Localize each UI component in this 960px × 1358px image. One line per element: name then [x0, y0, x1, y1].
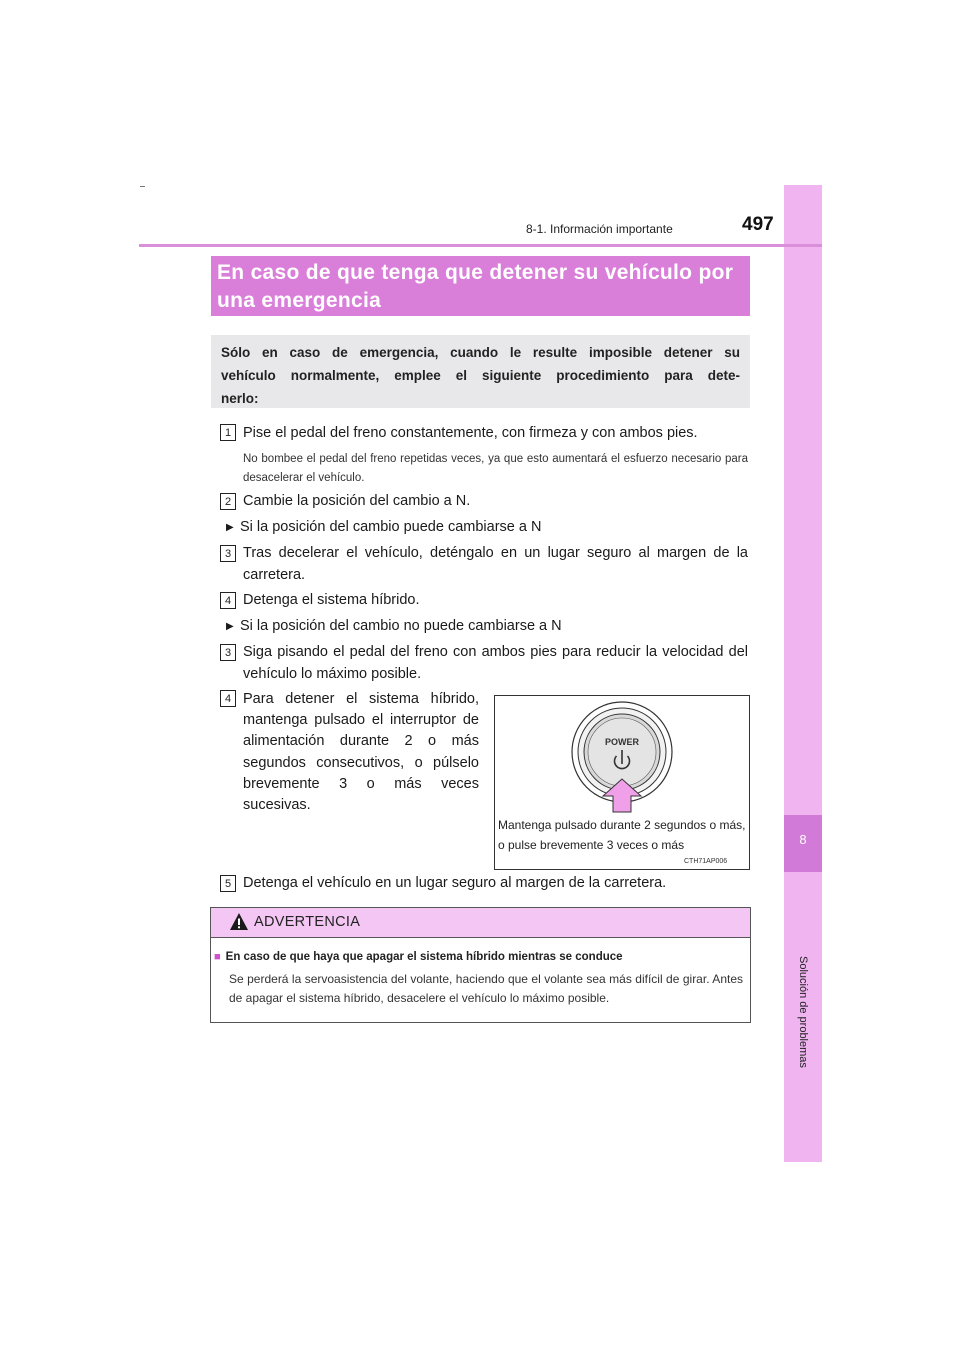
step-text: Siga pisando el pedal del freno con ambos pies para reducir la velocidad del vehículo lo máximo posible.: [243, 644, 748, 682]
warning-text: Se perderá la servoasistencia del volante, haciendo que el volante sea más difícil de girar. Antes de apagar el sistema híbrido, desacelere el vehículo lo máximo posible.: [229, 972, 743, 1005]
step-note: No bombee el pedal del freno repetidas veces, ya que esto aumentará el esfuerzo necesario para desacelerar el vehículo.: [243, 453, 748, 484]
triangle-right-icon: ▶: [226, 522, 234, 533]
chapter-number: 8: [799, 832, 807, 847]
figure-code: CTH71AP006: [684, 858, 728, 865]
step-number: 1: [220, 424, 236, 441]
page-title: En caso de que tenga que detener su vehículo por una emergencia: [211, 256, 750, 316]
intro-box: [211, 335, 750, 408]
condition-text: Si la posición del cambio no puede cambiarse a N: [240, 618, 562, 634]
step-text: Tras decelerar el vehículo, deténgalo en un lugar seguro al margen de la carretera.: [243, 545, 748, 583]
figure-caption: Mantenga pulsado durante 2 segundos o más, o pulse brevemente 3 veces o más: [498, 818, 746, 852]
header-rule: [139, 244, 822, 247]
step-number: 3: [220, 545, 236, 562]
condition-text: Si la posición del cambio puede cambiarse a N: [240, 519, 542, 535]
step-number: 3: [220, 644, 236, 661]
step-text: Detenga el sistema híbrido.: [243, 592, 420, 608]
step-text: Detenga el vehículo en un lugar seguro al margen de la carretera.: [243, 875, 667, 891]
step-text: Pise el pedal del freno constantemente, con firmeza y con ambos pies.: [243, 425, 698, 441]
chapter-title: Solución de problemas: [797, 955, 809, 1068]
intro-line: Sólo en caso de emergencia, cuando le resulte imposible detener su: [221, 345, 740, 360]
step-number: 4: [220, 592, 236, 609]
intro-line: vehículo normalmente, emplee el siguiente procedimiento para dete-: [221, 368, 740, 383]
corner-mark: [140, 186, 145, 187]
step-number: 5: [220, 875, 236, 892]
step-number: 2: [220, 493, 236, 510]
step-number: 4: [220, 690, 236, 707]
step-text: Cambie la posición del cambio a N.: [243, 493, 471, 509]
page-number: 497: [742, 214, 774, 235]
power-button-label: POWER: [604, 737, 639, 747]
section-label: 8-1. Información importante: [526, 222, 673, 236]
condition-cannot-shift: [226, 616, 746, 637]
step-text: Para detener el sistema híbrido, mantenga pulsado el interruptor de alimentación durante 2 o más segundos consecutivos, o púlselo brevemente 3 o más veces sucesivas.: [243, 691, 479, 814]
square-bullet-icon: ■: [214, 951, 221, 963]
warning-heading: [214, 951, 744, 963]
triangle-right-icon: ▶: [226, 621, 234, 632]
intro-line: nerlo:: [221, 391, 259, 406]
warning-title: ADVERTENCIA: [254, 914, 361, 930]
warning-heading-text: En caso de que haya que apagar el sistema híbrido mientras se conduce: [225, 951, 623, 963]
warning-triangle-icon: [229, 912, 249, 931]
condition-can-shift: [226, 517, 746, 538]
